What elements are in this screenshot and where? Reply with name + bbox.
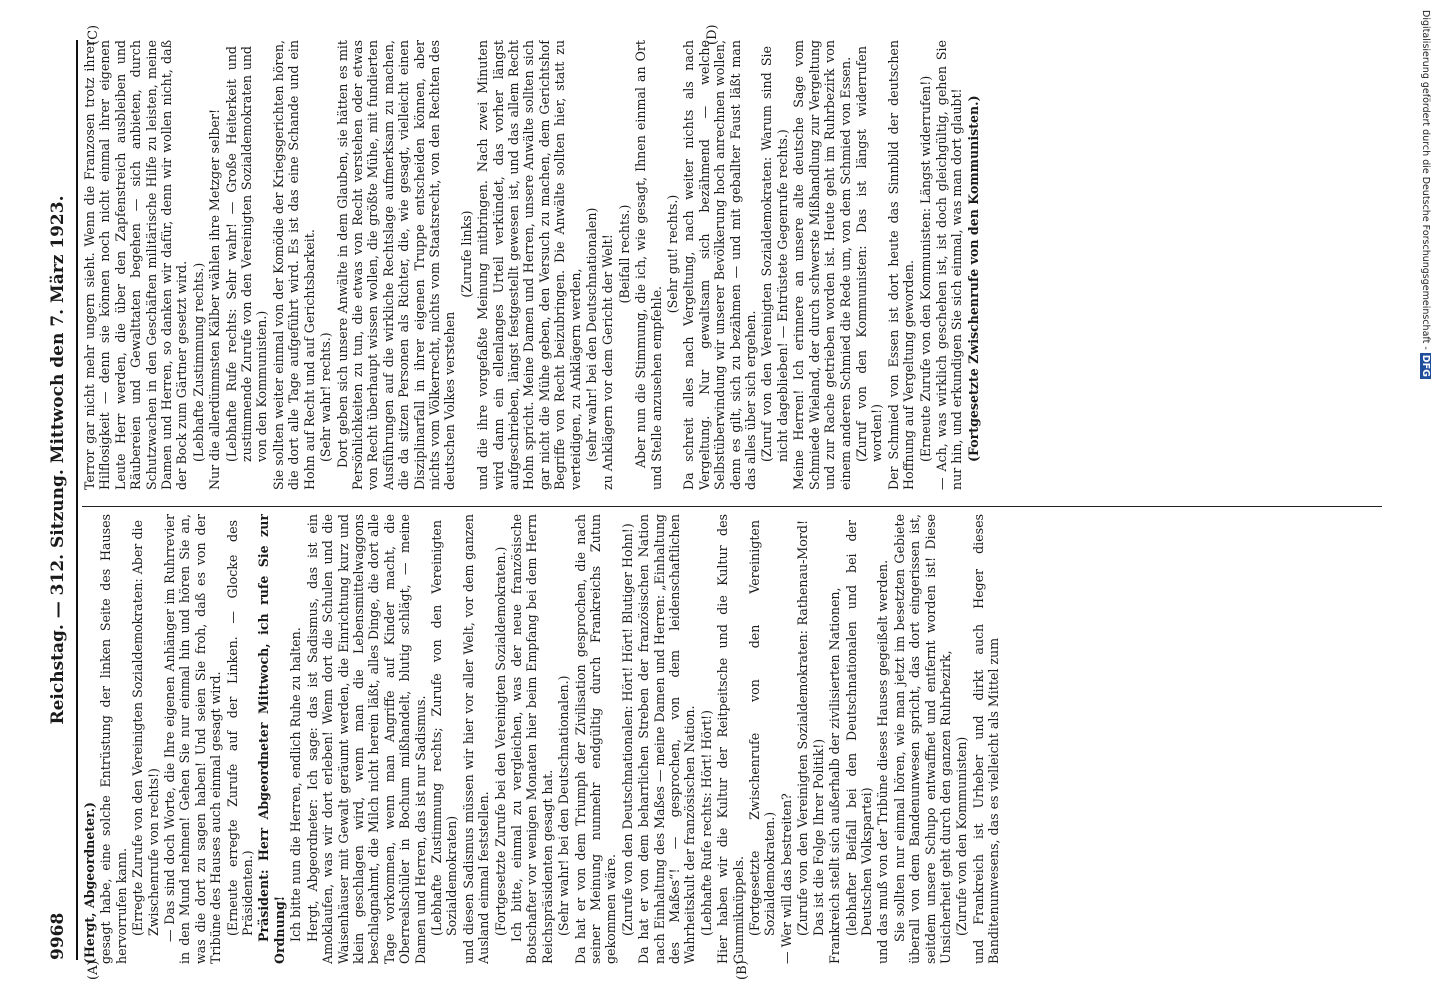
running-title: Reichstag. — 312. Sitzung. Mittwoch den 7. März 1923. — [48, 195, 68, 725]
interjection: (Lebhafte Zustimmung rechts.) — [190, 262, 206, 462]
paragraph: Ich bitte nun die Herren, endlich Ruhe zu halten. — [288, 627, 304, 942]
paragraph: zu Anklägern vor dem Gericht der Welt! — [600, 234, 616, 490]
side-note — [1420, 10, 1434, 1000]
paragraph: Frankreich stellt sich außerhalb der zivilisierten Nationen, — [827, 587, 843, 964]
interjection: (Zurufe von den Vereinigten Sozialdemokraten: Rathenau-Mord! Das ist die Folge Ihrer Politik!) — [795, 520, 826, 936]
margin-mark-c: (C) — [86, 24, 101, 45]
right-column — [82, 40, 1382, 490]
paragraph: Dort geben sich unsere Anwälte in dem Glauben, sie hätten es mit Persönlichkeiten zu tun, die etwas von Recht verstehen oder etwas von Recht überhaupt wissen wollen, die größte Mühe, mit fundierten Ausführungen auf die wirkliche Rechtslage aufmerksam zu machen, die da sitzen Personen als Richter, die, wie gesagt, vielleicht einen Disziplinarfall in ihrer eigenen Truppe entscheiden können, aber nichts vom Völkerrecht, nichts vom Staatsrecht, von den Rechten des deutschen Volkes verstehen — [334, 40, 458, 490]
interjection: (Zuruf von den Kommunisten: Das ist längst widerrufen worden!) — [853, 46, 885, 462]
interjection: (Fortgesetzte Zwischenrufe von den Vereinigten Sozialdemokraten.) — [747, 520, 778, 936]
paragraph: (Hergt, Abgeordneter.) — [82, 802, 97, 964]
interjection: (Zurufe von den Deutschnationalen: Hört! Hört! Blutiger Hohn!) — [619, 523, 635, 936]
interjection: (Sehr wahr! rechts.) — [318, 332, 334, 462]
paragraph: Ich bitte, einmal zu vergleichen, was der neue französische Botschafter vor wenigen Monaten hier beim Empfang bei dem Herrn Reichspräsidenten gesagt hat. — [508, 514, 555, 964]
paragraph: Da schreit alles nach Vergeltung, nach weiter nichts als nach Vergeltung. Nur gewaltsam sich bezähmend — welche Selbstüberwindung wir unserer Bevölkerung hoch anrechnen wollen, denn es gilt, sich zu bezähmen — und mit geballter Faust läßt man das alles über sich ergehen. — [681, 40, 759, 490]
paragraph: und die ihre vorgefaßte Meinung mitbringen. Nach zwei Minuten wird dann ein ellenlanges Urteil verkündet, das vorher längst aufgeschrieben, längst festgestellt gewesen ist, und das allem Recht Hohn spricht. Meine Damen und Herren, unsere Anwälte sollten sich gar nicht die Mühe geben, den Versuch zu machen, dem Gerichtshof Begriffe von Recht beizubringen. Die Anwälte sollten hier, statt zu verteidigen, zu Anklägern werden, — [475, 40, 583, 490]
paragraph: Sie sollten weiter einmal von der Komödie der Kriegsgerichten hören, die dort alle Tage aufgeführt wird. Es ist das eine Schande und ein Hohn auf Recht und auf Gerichtsbarkeit. — [270, 40, 317, 490]
interjection: (Sehr wahr! bei den Deutschnationalen.) — [556, 675, 572, 936]
interjection: (Fortgesetzte Zurufe bei den Vereinigten Sozialdemokraten.) — [492, 546, 508, 936]
page-header — [40, 40, 78, 960]
paragraph: und das muß von der Tribüne dieses Hauses gegeißelt werden. — [875, 559, 891, 964]
paragraph: Da hat er von dem Triumph der Zivilisation gesprochen, die nach seiner Meinung nunmehr endgültig durch Frankreichs Zutun gekommen wäre. — [572, 514, 619, 964]
paragraph: — Wer will das bestreiten? — [778, 793, 794, 964]
interjection: (Fortgesetzte Zwischenrufe von den Kommunisten.) — [965, 95, 981, 462]
paragraph: Terror gar nicht mehr ungern sieht. Wenn die Franzosen trotz ihrer Hilflosigkeit — denn sie können noch nicht einmal ihrer eigenen Leute Herr werden, die über den Zapfenstreich ausbleiben und Räubereien und Gewalttaten begehen — sich anbieten, durch Schutzwachen in den Geschäften militärische Hilfe zu leisten, meine Damen und Herren, so danken wir dafür, denn wir wollen nicht, daß der Bock zum Gärtner gesetzt wird. — [82, 40, 190, 490]
side-note-text: Digitalisierung gefördert durch die Deutsche Forschungsgemeinschaft - — [1420, 10, 1431, 350]
paragraph: — Ach, was wirklich geschehen ist, ist doch gleichgültig, gehen Sie nur hin, und erkundigen Sie sich einmal, was man dort glaubt! — [933, 40, 965, 490]
interjection: (Zurufe von den Kommunisten) — [954, 736, 970, 936]
column-divider — [82, 506, 1382, 507]
margin-mark-b: (B) — [735, 960, 750, 980]
interjection: (Lebhafte Zustimmung rechts; Zurufe von den Vereinigten Sozialdemokraten) — [428, 520, 460, 936]
paragraph: Meine Herren! Ich erinnere an unsere alte deutsche Sage vom Schmiede Wieland, der durch schwerste Mißhandlung zur Vergeltung und zur Rache getrieben worden ist. Heute geht im Ruhrbezirk von einem anderen Schmied die Rede um, von dem Schmied von Essen. — [791, 40, 853, 490]
paragraph: Der Schmied von Essen ist dort heute das Sinnbild der deutschen Hoffnung auf Vergeltung geworden. — [885, 40, 917, 490]
interjection: (Zuruf von den Vereinigten Sozialdemokraten: Warum sind Sie nicht dageblieben! — Entrüstete Gegenrufe rechts.) — [759, 46, 790, 462]
paragraph: Nur die allerdümmsten Kälber wählen ihre Metzger selber! — [207, 108, 223, 490]
interjection: (Erregte Zurufe von den Vereinigten Sozialdemokraten: Aber die Zwischenrufe von rechts!) — [130, 520, 161, 936]
page-number: 9968 — [48, 912, 68, 960]
interjection: (Beifall rechts.) — [616, 204, 632, 304]
paragraph: Hier haben wir die Kultur der Reitpeitsche und die Kultur des Gummiknüppels. — [715, 514, 746, 964]
margin-mark-a: (A) — [86, 960, 101, 980]
interjection: (Sehr gut! rechts.) — [665, 194, 681, 314]
paragraph: gesagt habe, eine solche Entrüstung der linken Seite des Hauses hervorrufen kann. — [98, 514, 129, 964]
paragraph: Sie sollten nur einmal hören, wie man jetzt im besetzten Gebiete überall von dem Bandenunwesen spricht, das dort eingerissen ist, seitdem unsere Schupo entwaffnet und entfernt worden ist! Diese Unsicherheit geht durch den ganzen Ruhrbezirk, — [891, 514, 953, 964]
paragraph: — Das sind doch Worte, die Ihre eigenen Anhänger im Ruhrrevier in den Mund nehmen! Gehen Sie nur einmal hin und hören Sie an, was die dort zu sagen haben! Und seien Sie froh, daß es von der Tribüne des Hauses auch einmal gesagt wird. — [162, 514, 224, 964]
dfg-logo: DFG — [1420, 354, 1431, 377]
interjection: (Lebhafte Rufe rechts: Hört! Hört!) — [698, 709, 714, 936]
paragraph: Präsident: Herr Abgeordneter Mittwoch, ich rufe Sie zur Ordnung! — [256, 514, 287, 964]
paragraph: Aber nun die Stimmung, die ich, wie gesagt, Ihnen einmal an Ort und Stelle anzusehen empfehle. — [633, 40, 664, 490]
paragraph: und diesen Sadismus müssen wir hier vor aller Welt, vor dem ganzen Ausland einmal feststellen. — [460, 514, 492, 964]
interjection: (Zurufe links) — [458, 210, 474, 298]
left-column — [82, 514, 1382, 964]
paragraph: Hergt, Abgeordneter: Ich sage: das ist Sadismus, das ist ein Amoklaufen, was wir dort erleben! Wenn dort die Schulen und die Waisenhäuser mit Gewalt geräumt werden, die Einrichtung kurz und klein geschlagen wird, wenn man die Lebensmittelwaggons beschlagnahmt, die Milch nicht herein läßt, alles Dinge, die dort alle Tage vorkommen, wenn man Angriffe auf Kinder macht, die Oberrealschüler in Bochum mißhandelt, blutig schlägt, — meine Damen und Herren, das ist nur Sadismus. — [304, 514, 428, 964]
interjection: (Erneute erregte Zurufe auf der Linken. — Glocke des Präsidenten.) — [224, 520, 256, 936]
interjection: (sehr wahr! bei den Deutschnationalen) — [584, 207, 599, 462]
margin-mark-d: (D) — [705, 24, 720, 45]
paragraph: Da hat er von dem beharrlichen Streben der französischen Nation nach Einhaltung des Maßes — meine Damen und Herren: „Einhaltung des Maßes“! — gesprochen, von dem leidenschaftlichen Wahrheitskult der französischen Nation. — [636, 514, 698, 964]
interjection: (lebhafter Beifall bei den Deutschnationalen und bei der Deutschen Volkspartei) — [843, 520, 874, 936]
interjection: (Lebhafte Rufe rechts: Sehr wahr! — Große Heiterkeit und zustimmende Zurufe von den Vereinigten Sozialdemokraten und von den Kommunisten.) — [223, 46, 270, 462]
interjection: (Erneute Zurufe von den Kommunisten: Längst widerrufen!) — [917, 75, 933, 462]
paragraph: und Frankreich ist Urheber und dirkt auch Heger dieses Banditenunwesens, das es vielleicht als Mittel zum — [970, 514, 1002, 964]
